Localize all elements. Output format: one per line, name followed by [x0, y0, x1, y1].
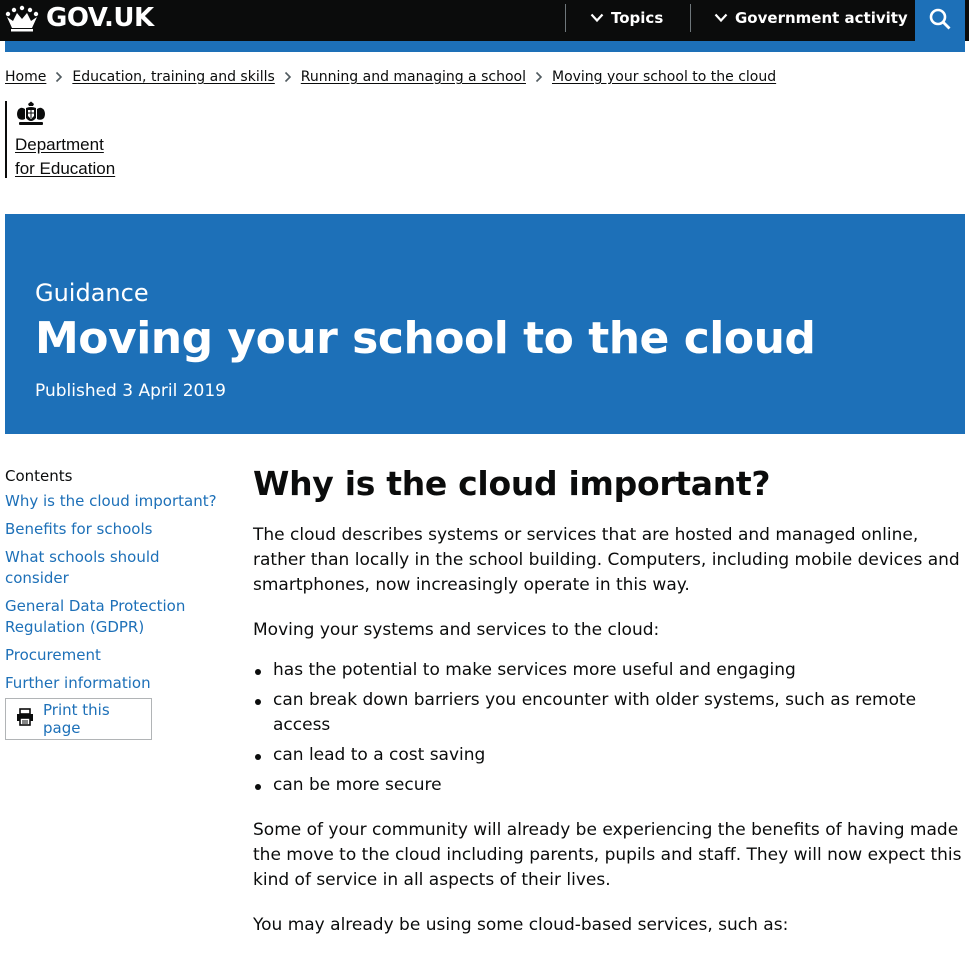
bullet-list — [253, 658, 965, 798]
paragraph: Some of your community will already be experiencing the benefits of having made the move to the cloud including parents, pupils and staff. They will now expect this kind of service in all aspects of their lives. — [253, 820, 962, 890]
royal-crest-icon — [15, 101, 115, 131]
contents-link-consider[interactable]: What schools should consider — [5, 548, 160, 587]
published-date: Published 3 April 2019 — [35, 381, 226, 401]
list-item: can be more secure — [253, 773, 965, 798]
nav-divider — [565, 4, 566, 32]
govuk-logo-link[interactable] — [4, 3, 154, 33]
list-item — [5, 645, 225, 666]
search-button[interactable] — [915, 0, 965, 41]
document-type-caption: Guidance — [35, 279, 149, 307]
government-activity-menu-button[interactable] — [714, 0, 908, 36]
chevron-right-icon — [526, 69, 552, 85]
organisation-name-line2[interactable]: for Education — [15, 159, 116, 178]
list-item — [5, 519, 225, 540]
header-accent-strip — [5, 41, 965, 52]
contents-heading: Contents — [5, 467, 73, 485]
page-title: Moving your school to the cloud — [35, 313, 816, 364]
contents-link-gdpr[interactable]: General Data Protection Regulation (GDPR) — [5, 597, 186, 636]
organisation-logo[interactable] — [5, 101, 115, 178]
topics-label: Topics — [611, 9, 664, 27]
logo-text: GOV.UK — [46, 3, 154, 33]
contents-list — [5, 465, 225, 701]
contents-link-why-cloud[interactable]: Why is the cloud important? — [5, 492, 217, 510]
site-header — [0, 0, 969, 41]
chevron-right-icon — [275, 69, 301, 85]
topics-menu-button[interactable] — [590, 0, 663, 36]
list-item — [5, 673, 225, 694]
government-activity-label: Government activity — [735, 9, 908, 27]
contents-link-procurement[interactable]: Procurement — [5, 646, 101, 664]
print-page-button[interactable] — [5, 698, 152, 740]
list-item: has the potential to make services more useful and engaging — [253, 658, 965, 683]
contents-link-further-info[interactable]: Further information — [5, 674, 151, 692]
main-content — [253, 462, 965, 958]
list-item — [5, 491, 225, 512]
breadcrumb-education[interactable]: Education, training and skills — [72, 69, 275, 85]
list-item: can break down barriers you encounter with older systems, such as remote access — [253, 688, 965, 738]
paragraph: The cloud describes systems or services that are hosted and managed online, rather than locally in the school building. Computers, including mobile devices and smartphones, now increasingly operate in this way. — [253, 525, 960, 595]
print-page-label: Print this page — [43, 701, 110, 737]
page-hero — [5, 214, 965, 434]
list-item — [5, 596, 225, 638]
breadcrumb-home[interactable]: Home — [5, 69, 47, 85]
paragraph: Moving your systems and services to the cloud: — [253, 620, 660, 640]
printer-icon — [16, 708, 43, 730]
list-item — [5, 547, 225, 589]
section-heading: Why is the cloud important? — [253, 464, 771, 503]
paragraph: You may already be using some cloud-based services, such as: — [253, 915, 789, 935]
crown-icon — [4, 4, 40, 32]
chevron-down-icon — [590, 9, 611, 27]
contents-items — [5, 491, 225, 694]
contents-link-benefits[interactable]: Benefits for schools — [5, 520, 153, 538]
breadcrumb-current[interactable]: Moving your school to the cloud — [551, 69, 777, 85]
breadcrumb — [5, 67, 776, 87]
organisation-name-line1[interactable]: Department — [15, 135, 104, 154]
nav-divider — [690, 4, 691, 32]
chevron-down-icon — [714, 9, 735, 27]
list-item: can lead to a cost saving — [253, 743, 965, 768]
chevron-right-icon — [46, 69, 72, 85]
search-icon — [929, 8, 951, 34]
breadcrumb-running-school[interactable]: Running and managing a school — [300, 69, 526, 85]
